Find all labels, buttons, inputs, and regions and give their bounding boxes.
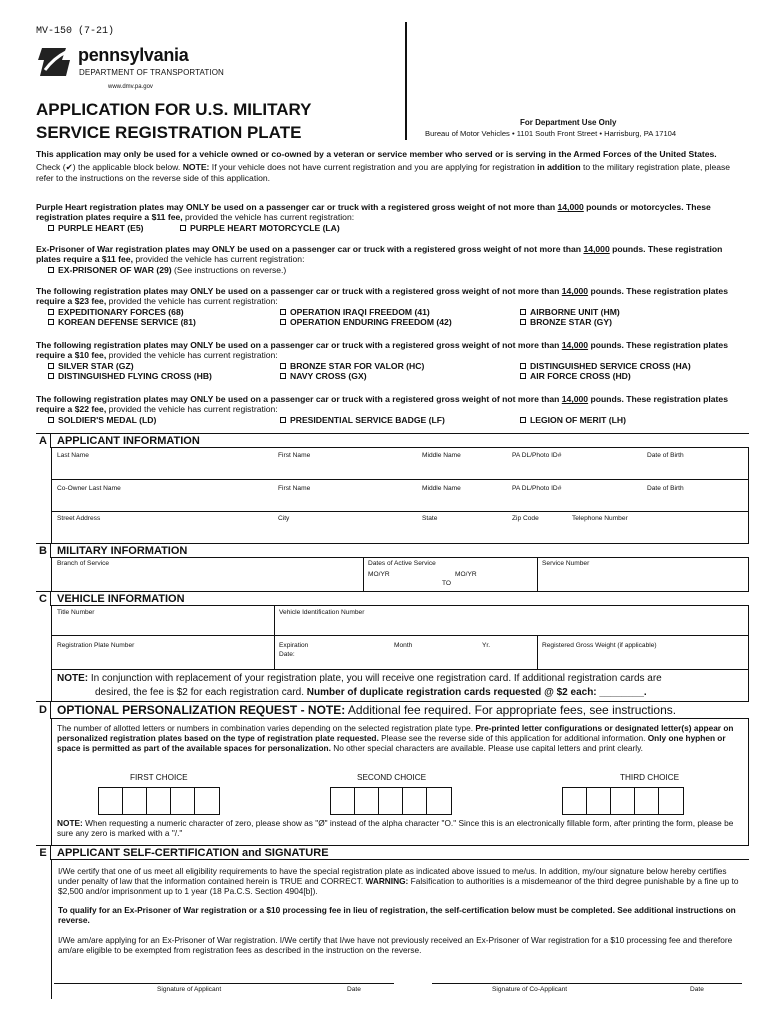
divider xyxy=(537,635,538,669)
option-pow[interactable] xyxy=(36,265,748,275)
option-airborne[interactable] xyxy=(520,307,620,317)
year-field[interactable]: Yr. xyxy=(482,642,491,649)
title-number-field[interactable]: Title Number xyxy=(57,609,95,616)
group3-cond: provided the vehicle has current registration: xyxy=(106,296,278,307)
checkbox-icon[interactable] xyxy=(520,417,526,423)
option-label: DISTINGUISHED SERVICE CROSS (HA) xyxy=(530,360,691,371)
branch-field[interactable]: Branch of Service xyxy=(57,560,110,567)
option-label: BRONZE STAR (GY) xyxy=(530,317,612,328)
note-text: When requesting a numeric character of zero, please show as "Ø" instead of the alpha character "O." Since this is an electronically fillable form, after printing the form, please be sure any zero is marked with a "/." xyxy=(57,818,734,839)
section-a-header xyxy=(36,433,749,447)
checkbox-icon[interactable] xyxy=(280,309,286,315)
group1-cond: provided the vehicle has current registration: xyxy=(182,212,355,223)
divider xyxy=(52,669,748,670)
zero-note xyxy=(57,818,743,838)
personalization-box xyxy=(51,718,749,845)
dl-field[interactable]: PA DL/Photo ID# xyxy=(512,452,562,459)
checkbox-icon[interactable] xyxy=(48,309,54,315)
intro-p2-note: NOTE: xyxy=(182,162,210,173)
military-info-box xyxy=(51,557,749,591)
cert-text xyxy=(58,866,742,955)
vehicle-info-box xyxy=(51,605,749,701)
section-title: VEHICLE INFORMATION xyxy=(57,593,185,605)
checkbox-icon[interactable] xyxy=(280,363,286,369)
city-field[interactable]: City xyxy=(278,515,290,522)
option-enduring-freedom[interactable] xyxy=(280,317,520,327)
option-label: SILVER STAR (GZ) xyxy=(58,360,134,371)
org-dept: DEPARTMENT OF TRANSPORTATION xyxy=(79,68,224,77)
option-label: DISTINGUISHED FLYING CROSS (HB) xyxy=(58,371,212,382)
signature-label: Signature of Applicant xyxy=(157,986,222,993)
section-title: OPTIONAL PERSONALIZATION REQUEST - NOTE: xyxy=(57,703,346,717)
expiration-label: Expiration xyxy=(279,642,309,649)
vin-field[interactable]: Vehicle Identification Number xyxy=(279,609,365,616)
group2-text: Ex-Prisoner of War registration plates may ONLY be used on a passenger car or truck with a registered gross weight of not more than xyxy=(36,244,584,254)
option-silver-star[interactable] xyxy=(48,361,280,371)
option-expeditionary[interactable] xyxy=(48,307,280,317)
section-letter: A xyxy=(36,434,51,448)
group5-cond: provided the vehicle has current registration: xyxy=(106,404,278,415)
group4-text: The following registration plates may ONLY be used on a passenger car or truck with a registered gross weight of not more than xyxy=(36,340,562,350)
cert-p2: To qualify for an Ex-Prisoner of War registration or a $10 processing fee in lieu of registration, the self-certification below must be completed. See additional instructions on reverse. xyxy=(58,905,736,926)
checkbox-icon[interactable] xyxy=(48,417,54,423)
date-to-field[interactable]: MO/YR xyxy=(455,571,477,578)
intro-p1: This application may only be used for a vehicle owned or co-owned by a veteran or service member who served or is serving in the Armed Forces of the United States. xyxy=(36,149,717,159)
title-line1: APPLICATION FOR U.S. MILITARY xyxy=(36,100,312,119)
street-field[interactable]: Street Address xyxy=(57,515,101,522)
section-title-rest: Additional fee required. For appropriate fees, see instructions. xyxy=(345,703,677,717)
applicant-info-box xyxy=(51,447,749,543)
note-label: NOTE: xyxy=(57,818,83,828)
pers-p1e: No other special characters are available. Please use capital letters and print clearly. xyxy=(330,743,643,754)
group1-text: Purple Heart registration plates may ONLY be used on a passenger car or truck with a registered gross weight of not more than xyxy=(36,202,558,212)
group2-weight: 14,000 xyxy=(583,244,610,254)
group5-text: The following registration plates may ONLY be used on a passenger car or truck with a registered gross weight of not more than xyxy=(36,394,562,404)
option-label: NAVY CROSS (GX) xyxy=(290,371,367,382)
last-name-field[interactable]: Last Name xyxy=(57,452,89,459)
checkbox-icon[interactable] xyxy=(280,319,286,325)
note-text: In conjunction with replacement of your registration plate, you will receive one registration card. If additional registration cards are xyxy=(88,673,662,684)
checkbox-icon[interactable] xyxy=(48,225,54,231)
zip-field[interactable]: Zip Code xyxy=(512,515,539,522)
option-label: AIR FORCE CROSS (HD) xyxy=(530,371,631,382)
co-middle-name-field[interactable]: Middle Name xyxy=(422,485,461,492)
dob-field[interactable]: Date of Birth xyxy=(647,452,684,459)
co-first-name-field[interactable]: First Name xyxy=(278,485,311,492)
divider xyxy=(537,557,538,591)
group3-fee: pounds. These registration plates require a $23 fee, xyxy=(36,286,728,307)
divider xyxy=(52,511,748,512)
intro-p2a: Check (✔) the applicable block below. xyxy=(36,162,183,173)
dept-address: Bureau of Motor Vehicles • 1101 South Front Street • Harrisburg, PA 17104 xyxy=(425,129,677,138)
to-label: TO xyxy=(442,580,452,587)
checkbox-icon[interactable] xyxy=(48,373,54,379)
pers-p1d: Only one hyphen or space is permitted as part of the available spaces for personalization. xyxy=(57,733,726,754)
option-label: OPERATION IRAQI FREEDOM (41) xyxy=(290,306,430,317)
option-label: BRONZE STAR FOR VALOR (HC) xyxy=(290,360,425,371)
section-letter: B xyxy=(36,544,51,558)
option-dfc[interactable] xyxy=(48,371,280,381)
option-label: EXPEDITIONARY FORCES (68) xyxy=(58,306,184,317)
group4-cond: provided the vehicle has current registration: xyxy=(106,350,278,361)
option-dsc[interactable] xyxy=(520,361,691,371)
option-soldiers-medal[interactable] xyxy=(48,415,280,425)
gross-weight-field[interactable]: Registered Gross Weight (if applicable) xyxy=(542,642,657,649)
section-b-header xyxy=(36,543,749,557)
option-bronze-star[interactable] xyxy=(520,317,612,327)
cert-p1: I/We certify that one of us meet all eligibility requirements to have the special registration plate as indicated above issued to me/us. In addition, my/our signature below hereby certifies under penalty of law that the information contained herein is TRUE and CORRECT. xyxy=(58,866,727,887)
divider xyxy=(52,635,748,636)
co-signature-line[interactable] xyxy=(432,983,742,984)
section-e-header xyxy=(36,845,749,859)
intro-p2c: If your vehicle does not have current registration and you are applying for registration xyxy=(209,162,538,173)
plate-number-field[interactable]: Registration Plate Number xyxy=(57,642,135,649)
option-label: EX-PRISONER OF WAR (29) xyxy=(58,264,172,275)
first-name-field[interactable]: First Name xyxy=(278,452,311,459)
date-label: Date xyxy=(347,986,361,993)
duplicate-cards-field[interactable]: Number of duplicate registration cards requested @ $2 each: ________. xyxy=(306,687,647,698)
option-presidential-badge[interactable] xyxy=(280,415,520,425)
warning-label: WARNING: xyxy=(365,876,409,887)
group3-text: The following registration plates may ONLY be used on a passenger car or truck with a registered gross weight of not more than xyxy=(36,286,562,296)
certification-box xyxy=(51,859,749,999)
checkbox-icon[interactable] xyxy=(180,225,186,231)
co-dl-field[interactable]: PA DL/Photo ID# xyxy=(512,485,562,492)
section-d-header xyxy=(36,701,749,718)
section-c-header xyxy=(36,591,749,605)
checkbox-icon[interactable] xyxy=(48,319,54,325)
co-last-name-field[interactable]: Co-Owner Last Name xyxy=(57,485,121,492)
option-note: (See instructions on reverse.) xyxy=(171,264,287,275)
co-dob-field[interactable]: Date of Birth xyxy=(647,485,684,492)
state-field[interactable]: State xyxy=(422,515,438,522)
checkbox-icon[interactable] xyxy=(520,363,526,369)
divider xyxy=(52,479,748,480)
option-label: PRESIDENTIAL SERVICE BADGE (LF) xyxy=(290,414,445,425)
group2-cond: provided the vehicle has current registration: xyxy=(132,254,305,265)
checkbox-icon[interactable] xyxy=(48,267,54,273)
option-label: KOREAN DEFENSE SERVICE (81) xyxy=(58,317,196,328)
option-iraqi-freedom[interactable] xyxy=(280,307,520,317)
checkbox-icon[interactable] xyxy=(520,319,526,325)
divider xyxy=(274,635,275,669)
option-label: AIRBORNE UNIT (HM) xyxy=(530,306,620,317)
form-number: MV-150 (7-21) xyxy=(36,26,115,37)
third-choice-input[interactable] xyxy=(562,787,684,815)
dept-use-label: For Department Use Only xyxy=(520,118,617,127)
checkbox-icon[interactable] xyxy=(520,309,526,315)
pers-p1: The number of allotted letters or numbers in combination varies depending on the selected registration plate type. xyxy=(57,723,476,733)
divider xyxy=(363,557,364,591)
first-choice-input[interactable] xyxy=(98,787,220,815)
form-title xyxy=(36,98,311,144)
option-label: OPERATION ENDURING FREEDOM (42) xyxy=(290,317,452,328)
group1-weight: 14,000 xyxy=(557,202,584,212)
third-choice-label: THIRD CHOICE xyxy=(620,773,680,782)
group2-fee: pounds. These registration plates require a $11 fee, xyxy=(36,244,723,265)
service-number-field[interactable]: Service Number xyxy=(542,560,590,567)
checkbox-icon[interactable] xyxy=(280,417,286,423)
section-letter: D xyxy=(36,702,51,719)
second-choice-input[interactable] xyxy=(330,787,452,815)
middle-name-field[interactable]: Middle Name xyxy=(422,452,461,459)
group-purple-heart xyxy=(36,202,748,233)
expiration-date-field[interactable]: Date: xyxy=(279,651,295,658)
group5-fee: pounds. These registration plates require a $22 fee, xyxy=(36,394,728,415)
checkbox-icon[interactable] xyxy=(520,373,526,379)
registration-card-note xyxy=(57,672,747,700)
phone-field[interactable]: Telephone Number xyxy=(572,515,628,522)
option-label: LEGION OF MERIT (LH) xyxy=(530,414,626,425)
checkbox-icon[interactable] xyxy=(280,373,286,379)
note-label: NOTE: xyxy=(57,673,89,684)
dates-label: Dates of Active Service xyxy=(368,560,436,567)
intro-text xyxy=(36,149,748,183)
group-pow xyxy=(36,244,748,275)
cert-p3: I/We am/are applying for an Ex-Prisoner of War registration. I/We certify that I/we have not previously received an Ex-Prisoner of War registration for a $10 processing fee and therefore am/are eligible to be exempted from registration fees as described in the instruction on the reverse. xyxy=(58,934,733,955)
date-label-2: Date xyxy=(690,986,704,993)
section-letter: C xyxy=(36,592,51,606)
intro-p2 xyxy=(36,162,748,183)
month-field[interactable]: Month xyxy=(394,642,413,649)
first-choice-label: FIRST CHOICE xyxy=(130,773,188,782)
option-bronze-star-valor[interactable] xyxy=(280,361,520,371)
cert-p1c: Falsification to authorities is a misdemeanor of the third degree punishable by a fine up to $2,500 and/or imprisonment up to 1 year (18 Pa.C.S. Section 4904[b]). xyxy=(58,876,739,897)
section-title: APPLICANT SELF-CERTIFICATION and SIGNATURE xyxy=(57,847,329,859)
signature-line[interactable] xyxy=(54,983,394,984)
website-url: www.dmv.pa.gov xyxy=(108,84,153,90)
option-purple-heart-motorcycle[interactable] xyxy=(180,223,420,233)
pers-p1c: Please see the reverse side of this application for additional information. xyxy=(378,733,648,744)
group-10-fee xyxy=(36,340,748,382)
group-22-fee xyxy=(36,394,748,425)
note-text2: desired, the fee is $2 for each registration card. xyxy=(95,687,307,698)
group4-fee: pounds. These registration plates require a $10 fee, xyxy=(36,340,728,361)
section-letter: E xyxy=(36,846,51,860)
option-label: PURPLE HEART (E5) xyxy=(58,222,144,233)
keystone-logo-icon xyxy=(36,46,72,78)
option-legion-of-merit[interactable] xyxy=(520,415,626,425)
co-signature-label: Signature of Co-Applicant xyxy=(492,986,568,993)
option-air-force-cross[interactable] xyxy=(520,371,631,381)
section-title: APPLICANT INFORMATION xyxy=(57,435,200,447)
group3-weight: 14,000 xyxy=(561,286,589,296)
option-navy-cross[interactable] xyxy=(280,371,520,381)
option-korean-defense[interactable] xyxy=(48,317,280,327)
group1-fee: pounds or motorcycles. These registration plates require a $11 fee, xyxy=(36,202,711,223)
group-23-fee xyxy=(36,286,748,328)
second-choice-label: SECOND CHOICE xyxy=(357,773,427,782)
option-label: SOLDIER'S MEDAL (LD) xyxy=(58,414,157,425)
title-line2: SERVICE REGISTRATION PLATE xyxy=(36,123,302,142)
header-divider xyxy=(405,22,407,140)
group5-weight: 14,000 xyxy=(561,394,589,404)
org-name: pennsylvania xyxy=(78,45,189,65)
section-title: MILITARY INFORMATION xyxy=(57,545,188,557)
pers-p1b: Pre-printed letter configurations or designated letter(s) appear on personalized registration plates based on the type of registration plate requested. xyxy=(57,723,734,744)
divider xyxy=(274,605,275,635)
intro-p2e: to the military registration plate, please refer to the instructions on the reverse side of this application. xyxy=(36,162,731,183)
personalization-text xyxy=(57,723,743,753)
checkbox-icon[interactable] xyxy=(48,363,54,369)
date-from-field[interactable]: MO/YR xyxy=(368,571,390,578)
option-label: PURPLE HEART MOTORCYCLE (LA) xyxy=(190,222,340,233)
intro-p2d: in addition xyxy=(537,162,581,173)
group4-weight: 14,000 xyxy=(561,340,589,350)
